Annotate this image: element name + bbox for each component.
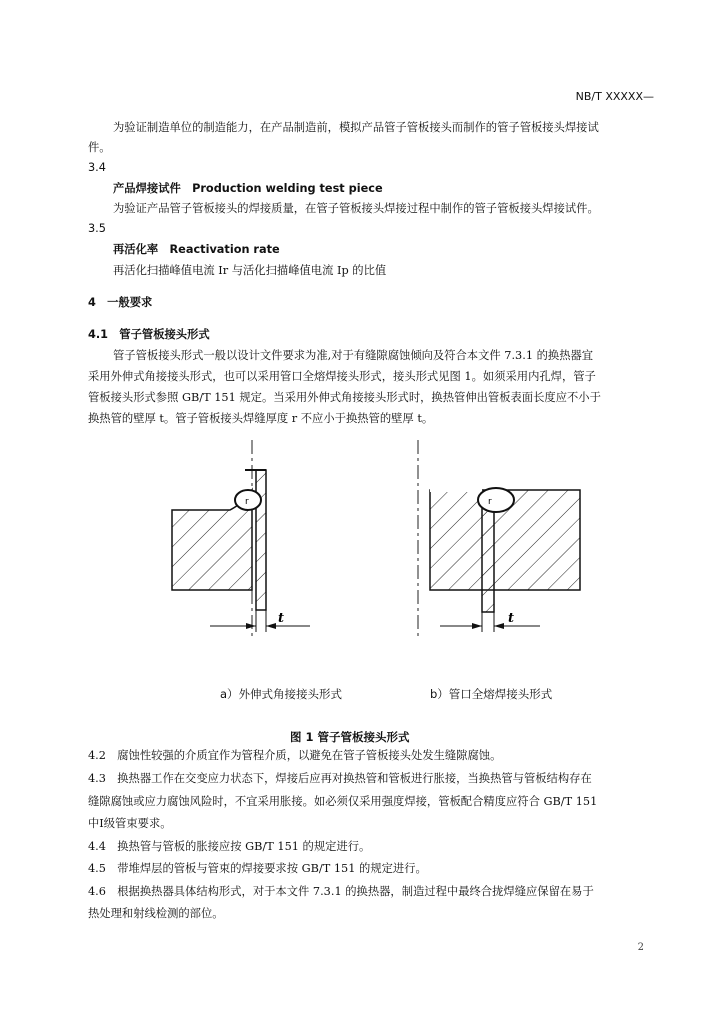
clause-title-3-4: 产品焊接试件 Production welding test piece: [113, 182, 383, 195]
weld-label: r: [488, 497, 492, 507]
page-number: 2: [637, 942, 644, 953]
clause-number-3-5: 3.5: [88, 222, 106, 235]
clause-title-3-5: 再活化率 Reactivation rate: [113, 243, 280, 256]
clause-body-4-1-line: 管板接头形式参照 GB/T 151 规定。当采用外伸式角接接头形式时，换热管伸出管板表面长度应不小于: [88, 391, 601, 404]
figure-caption-a: a）外伸式角接接头形式: [220, 687, 343, 701]
figure-b-drawing: [400, 440, 600, 640]
clause-body-4-1-line: 管子管板接头形式一般以设计文件要求为准,对于有缝隙腐蚀倾向及符合本文件 7.3.1 的换热器宜: [113, 349, 594, 362]
clause-4-4: 4.4 换热管与管板的胀接应按 GB/T 151 的规定进行。: [88, 840, 371, 853]
clause-4-6-line: 4.6 根据换热器具体结构形式，对于本文件 7.3.1 的换热器，制造过程中最终合拢焊缝应保留在易于: [88, 885, 594, 898]
clause-4-6-line: 热处理和射线检测的部位。: [88, 907, 224, 920]
clause-title-4-1: 4.1 管子管板接头形式: [88, 328, 210, 341]
weld-bead: [478, 488, 514, 512]
clause-4-2: 4.2 腐蚀性较强的介质宜作为管程介质，以避免在管子管板接头处发生缝隙腐蚀。: [88, 749, 502, 762]
clause-4-5: 4.5 带堆焊层的管板与管束的焊接要求按 GB/T 151 的规定进行。: [88, 862, 427, 875]
dimension-t-label: t: [278, 611, 285, 626]
weld-label: r: [245, 497, 249, 507]
section-title-4: 4 一般要求: [88, 296, 153, 309]
clause-body-3-5: 再活化扫描峰值电流 Ir 与活化扫描峰值电流 Ip 的比值: [113, 264, 387, 277]
figure-a-drawing: [160, 440, 360, 640]
figure-caption-b: b）管口全熔焊接头形式: [430, 687, 553, 701]
figure-title: 图 1 管子管板接头形式: [290, 730, 410, 744]
clause-4-3-line: 缝隙腐蚀或应力腐蚀风险时，不宜采用胀接。如必须仅采用强度焊接，管板配合精度应符合 GB/T 151: [88, 795, 598, 808]
document-code: NB/T XXXXX—: [575, 90, 654, 103]
tube-wall: [256, 470, 266, 610]
clause-body-4-1-line: 采用外伸式角接接头形式，也可以采用管口全熔焊接头形式，接头形式见图 1。如须采用内孔焊，管子: [88, 370, 596, 383]
clause-number-3-4: 3.4: [88, 161, 106, 174]
dimension-t-label: t: [508, 611, 515, 626]
clause-body-3-4: 为验证产品管子管板接头的焊接质量，在管子管板接头焊接过程中制作的管子管板接头焊接试件。: [113, 202, 599, 215]
clause-body-4-1-line: 换热管的壁厚 t。管子管板接头焊缝厚度 r 不应小于换热管的壁厚 t。: [88, 412, 434, 425]
definition-text-line: 为验证制造单位的制造能力，在产品制造前，模拟产品管子管板接头而制作的管子管板接头焊接试: [113, 121, 599, 134]
definition-text-line: 件。: [88, 141, 111, 154]
clause-4-3-line: 4.3 换热器工作在交变应力状态下，焊接后应再对换热管和管板进行胀接，当换热管与管板结构存在: [88, 772, 592, 785]
tube-wall: [482, 502, 494, 612]
clause-4-3-line: 中Ⅰ级管束要求。: [88, 817, 172, 830]
